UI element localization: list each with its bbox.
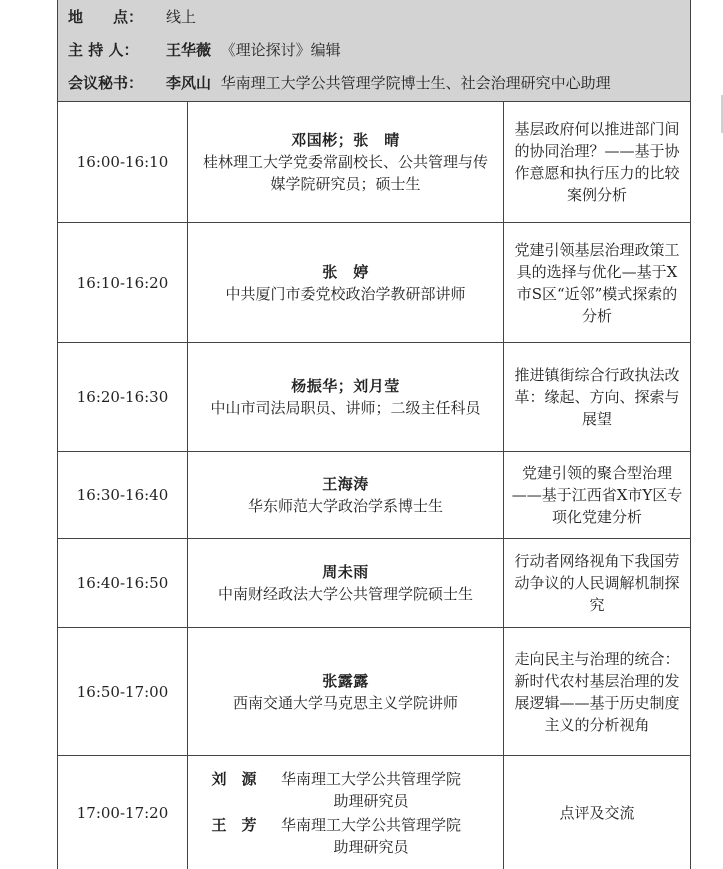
- speaker-affiliation: 西南交通大学马克思主义学院讲师: [232, 693, 458, 712]
- host-desc: 《理论探讨》编辑: [220, 41, 341, 59]
- speaker-affiliation: 中山市司法局职员、讲师；二级主任科员: [210, 399, 481, 417]
- discussant-name: 刘 源: [211, 770, 257, 788]
- time-cell: 16:10-16:20: [58, 223, 188, 342]
- topic-cell: 行动者网络视角下我国劳动争议的人民调解机制探究: [514, 552, 680, 614]
- host-name: 王华薇: [166, 41, 212, 59]
- review-row: [58, 756, 690, 869]
- speaker-name: 张 婷: [322, 262, 369, 281]
- session-header: [58, 0, 690, 102]
- table-row: [58, 343, 690, 452]
- secretary-row: [68, 71, 611, 95]
- topic-cell: 党建引领基层治理政策工具的选择与优化—基于X市S区“近邻”模式探索的分析: [514, 240, 680, 325]
- topic-cell: 党建引领的聚合型治理——基于江西省X市Y区专项化党建分析: [511, 464, 683, 526]
- speaker-cell: [188, 539, 504, 627]
- speaker-name: 周未雨: [322, 563, 369, 581]
- secretary-value: [166, 71, 611, 95]
- host-row: [68, 38, 341, 62]
- table-row: [58, 223, 690, 343]
- speaker-cell: [188, 343, 504, 451]
- host-label: 主 持 人：: [68, 41, 139, 59]
- time-cell: 16:20-16:30: [58, 343, 188, 451]
- speaker-cell: [188, 101, 504, 222]
- time-cell: 16:00-16:10: [58, 101, 188, 222]
- location-value: 线上: [166, 8, 197, 26]
- table-row: [58, 101, 690, 223]
- topic-cell: 推进镇街综合行政执法改革：缘起、方向、探索与展望: [514, 366, 680, 428]
- discussant-cell: [188, 756, 504, 869]
- time-cell: 16:50-17:00: [58, 628, 188, 755]
- discussant-name: 王 芳: [211, 816, 257, 834]
- speaker-name: 杨振华；刘月莹: [291, 377, 400, 395]
- table-row: [58, 628, 690, 756]
- table-row: [58, 539, 690, 628]
- discussant-affiliation: 华南理工大学公共管理学院助理研究员: [281, 816, 462, 856]
- secretary-name: 李风山: [166, 74, 212, 92]
- speaker-name: 王海涛: [322, 475, 369, 493]
- speaker-name: 邓国彬；张 晴: [291, 130, 400, 149]
- secretary-label: 会议秘书：: [68, 74, 144, 92]
- speaker-affiliation: 桂林理工大学党委常副校长、公共管理与传媒学院研究员；硕士生: [202, 152, 488, 193]
- speaker-cell: [188, 223, 504, 342]
- host-value: [166, 38, 341, 62]
- location-row: [68, 5, 197, 29]
- schedule-table: [57, 0, 691, 869]
- secretary-desc: 华南理工大学公共管理学院博士生、社会治理研究中心助理: [220, 74, 611, 92]
- speaker-cell: [188, 452, 504, 538]
- topic-cell: 走向民主与治理的统合：新时代农村基层治理的发展逻辑——基于历史制度主义的分析视角: [514, 649, 680, 734]
- topic-cell: 点评及交流: [559, 803, 635, 822]
- time-cell: 16:30-16:40: [58, 452, 188, 538]
- speaker-affiliation: 中南财经政法大学公共管理学院硕士生: [217, 585, 473, 603]
- speaker-affiliation: 中共厦门市委党校政治学教研部讲师: [225, 284, 466, 303]
- table-row: [58, 452, 690, 539]
- speaker-cell: [188, 628, 504, 755]
- time-cell: 16:40-16:50: [58, 539, 188, 627]
- location-label: 地 点：: [68, 8, 144, 26]
- topic-cell: 基层政府何以推进部门间的协同治理？——基于协作意愿和执行压力的比较案例分析: [514, 119, 680, 204]
- discussant-affiliation: 华南理工大学公共管理学院助理研究员: [281, 770, 462, 810]
- speaker-name: 张露露: [322, 671, 369, 690]
- time-cell: 17:00-17:20: [58, 756, 188, 869]
- speaker-affiliation: 华东师范大学政治学系博士生: [247, 497, 443, 515]
